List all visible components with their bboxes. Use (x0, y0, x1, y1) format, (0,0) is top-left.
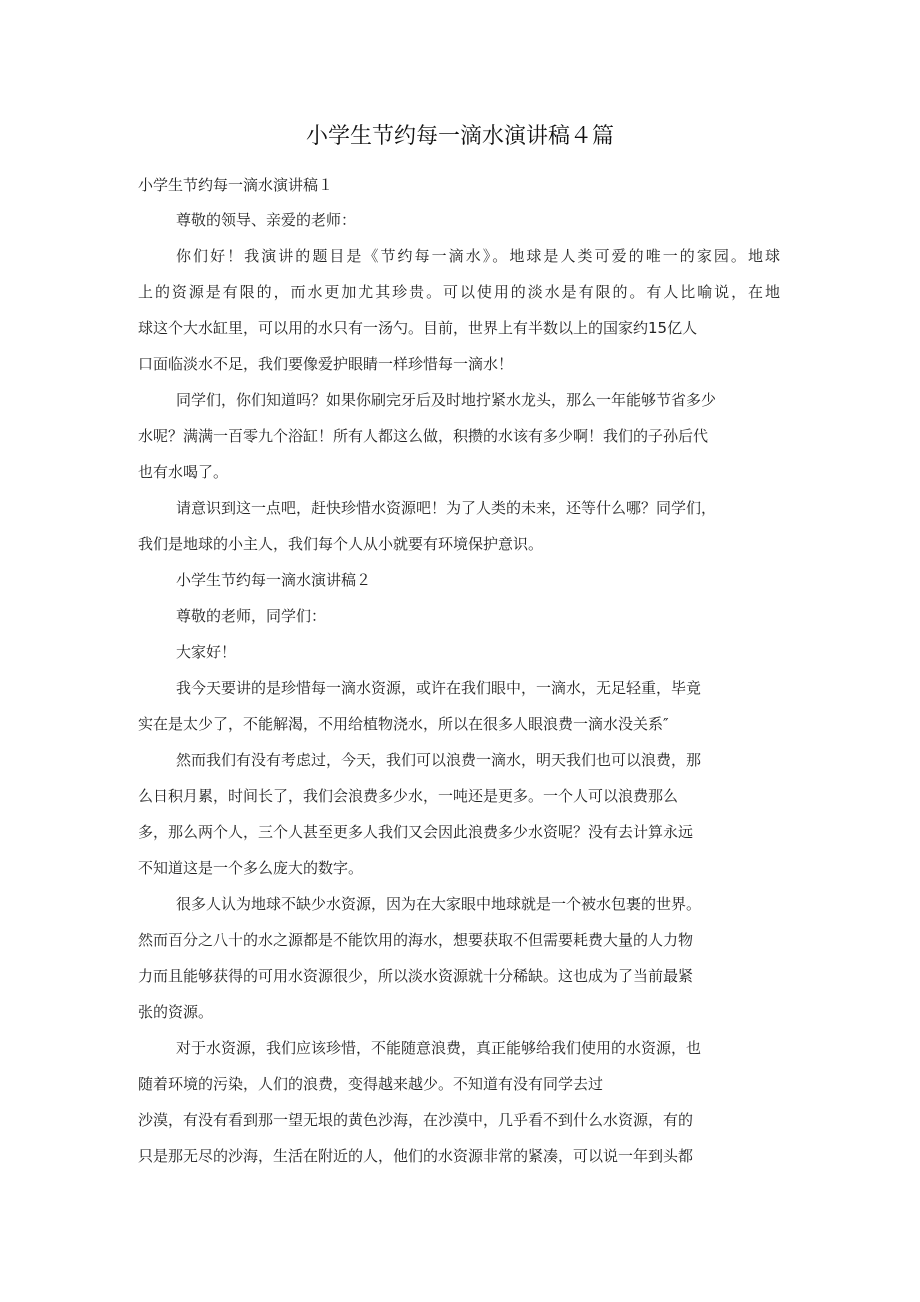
document-title: 小学生节约每一滴水演讲稿４篇 (305, 124, 614, 149)
paragraph-line: 我今天要讲的是珍惜每一滴水资源，或许在我们眼中，一滴水，无足轻重，毕竟 (176, 679, 702, 697)
section-heading-2: 小学生节约每一滴水演讲稿２ (176, 571, 372, 589)
paragraph-line: 上的资源是有限的，而水更加尤其珍贵。可以使用的淡水是有限的。有人比喻说，在地 (138, 283, 780, 301)
greeting: 大家好！ (176, 643, 237, 661)
paragraph-line: 只是那无尽的沙海，生活在附近的人，他们的水资源非常的紧凑，可以说一年到头都 (138, 1147, 694, 1165)
paragraph-line: 实在是太少了，不能解渴，不用给植物浇水，所以在很多人眼浪费一滴水没关系″ (138, 715, 669, 733)
paragraph-line: 同学们，你们知道吗？如果你刷完牙后及时地拧紧水龙头，那么一年能够节省多少 (176, 391, 717, 409)
salutation-1: 尊敬的领导、亲爱的老师： (176, 211, 357, 229)
paragraph-line: 沙漠，有没有看到那一望无垠的黄色沙海，在沙漠中，几乎看不到什么水资源，有的 (138, 1111, 694, 1129)
paragraph-line: 水呢？满满一百零九个浴缸！所有人都这么做，积攒的水该有多少啊！我们的子孙后代 (138, 427, 709, 445)
paragraph-line: 球这个大水缸里，可以用的水只有一汤勺。目前，世界上有半数以上的国家约15亿人 (138, 319, 698, 337)
paragraph-line: 么日积月累，时间长了，我们会浪费多少水，一吨还是更多。一个人可以浪费那么 (138, 787, 679, 805)
paragraph-line: 也有水喝了。 (138, 463, 229, 481)
paragraph-line: 很多人认为地球不缺少水资源，因为在大家眼中地球就是一个被水包裹的世界。 (176, 895, 702, 913)
paragraph-line: 然而百分之八十的水之源都是不能饮用的海水，想要获取不但需要耗费大量的人力物 (138, 931, 694, 949)
paragraph-line: 力而且能够获得的可用水资源很少，所以淡水资源就十分稀缺。这也成为了当前最紧 (138, 967, 694, 985)
paragraph-line: 不知道这是一个多么庞大的数字。 (138, 859, 364, 877)
paragraph-line: 多，那么两个人，三个人甚至更多人我们又会因此浪费多少水资呢？没有去计算永远 (138, 823, 694, 841)
paragraph-line: 请意识到这一点吧，赶快珍惜水资源吧！为了人类的未来，还等什么哪？同学们， (176, 499, 717, 517)
paragraph-line: 对于水资源，我们应该珍惜，不能随意浪费，真正能够给我们使用的水资源，也 (176, 1039, 702, 1057)
paragraph-line: 随着环境的污染，人们的浪费，变得越来越少。不知道有没有同学去过 (138, 1075, 604, 1093)
section-heading-1: 小学生节约每一滴水演讲稿１ (138, 176, 334, 194)
paragraph-line: 然而我们有没有考虑过，今天，我们可以浪费一滴水，明天我们也可以浪费，那 (176, 751, 702, 769)
paragraph-line: 我们是地球的小主人，我们每个人从小就要有环境保护意识。 (138, 535, 544, 553)
salutation-2: 尊敬的老师，同学们： (176, 607, 327, 625)
paragraph-line: 张的资源。 (138, 1003, 214, 1021)
paragraph-line: 口面临淡水不足，我们要像爱护眼睛一样珍惜每一滴水！ (138, 355, 514, 373)
paragraph-line: 你们好！我演讲的题目是《节约每一滴水》。地球是人类可爱的唯一的家园。地球 (176, 247, 780, 265)
